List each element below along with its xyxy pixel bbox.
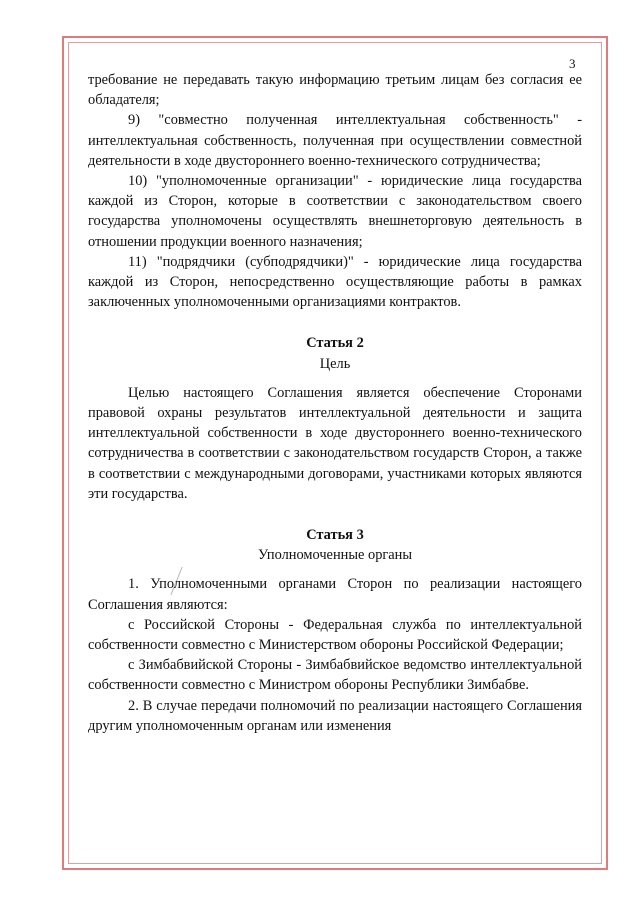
- article-3-paragraph-1: 1. Уполномоченными органами Сторон по реализации настоящего Соглашения являются:: [88, 576, 582, 613]
- article-3-zimbabwe-side: с Зимбабвийской Стороны - Зимбабвийское ведомство интеллектуальной собственности совместно с Министром обороны Республики Зимбабве.: [88, 657, 582, 694]
- definition-9: 9) "совместно полученная интеллектуальная собственность" - интеллектуальная собственность, полученная при осуществлении совместной деятельности в ходе двустороннего военно-технического сотрудничества;: [88, 112, 582, 169]
- article-3-russian-side: с Российской Стороны - Федеральная служба по интеллектуальной собственности совместно с Министерством обороны Российской Федерации;: [88, 616, 582, 654]
- article-2-title: Цель: [319, 355, 351, 372]
- paragraph-continuation: требование не передавать такую информацию третьим лицам без согласия ее обладателя;: [88, 72, 582, 109]
- article-3-number: Статья 3: [306, 527, 364, 544]
- document-body: [88, 70, 582, 736]
- page-number: 3: [569, 56, 576, 71]
- definition-10: 10) "уполномоченные организации" - юридические лица государства каждой из Сторон, которые в соответствии с законодательством своего государства уполномочены осуществлять внешнеторговую деятельность в отношении продукции военного назначения;: [88, 173, 582, 250]
- article-3-paragraph-2: 2. В случае передачи полномочий по реализации настоящего Соглашения другим уполномоченным органам или изменения: [88, 697, 582, 734]
- article-2-text: Целью настоящего Соглашения является обеспечение Сторонами правовой охраны результатов интеллектуальной деятельности и защита интеллектуальной собственности в ходе двустороннего военно-технического сотрудничества в соответствии с законодательством государств Сторон, а также в соответствии с международными договорами, участниками которых являются эти государства.: [88, 384, 582, 502]
- article-3-title: Уполномоченные органы: [257, 547, 413, 564]
- article-2-number: Статья 2: [306, 335, 364, 352]
- definition-11: 11) "подрядчики (субподрядчики)" - юридические лица государства каждой из Сторон, непосредственно осуществляющие работы в рамках заключенных уполномоченными организациями контрактов.: [88, 253, 582, 311]
